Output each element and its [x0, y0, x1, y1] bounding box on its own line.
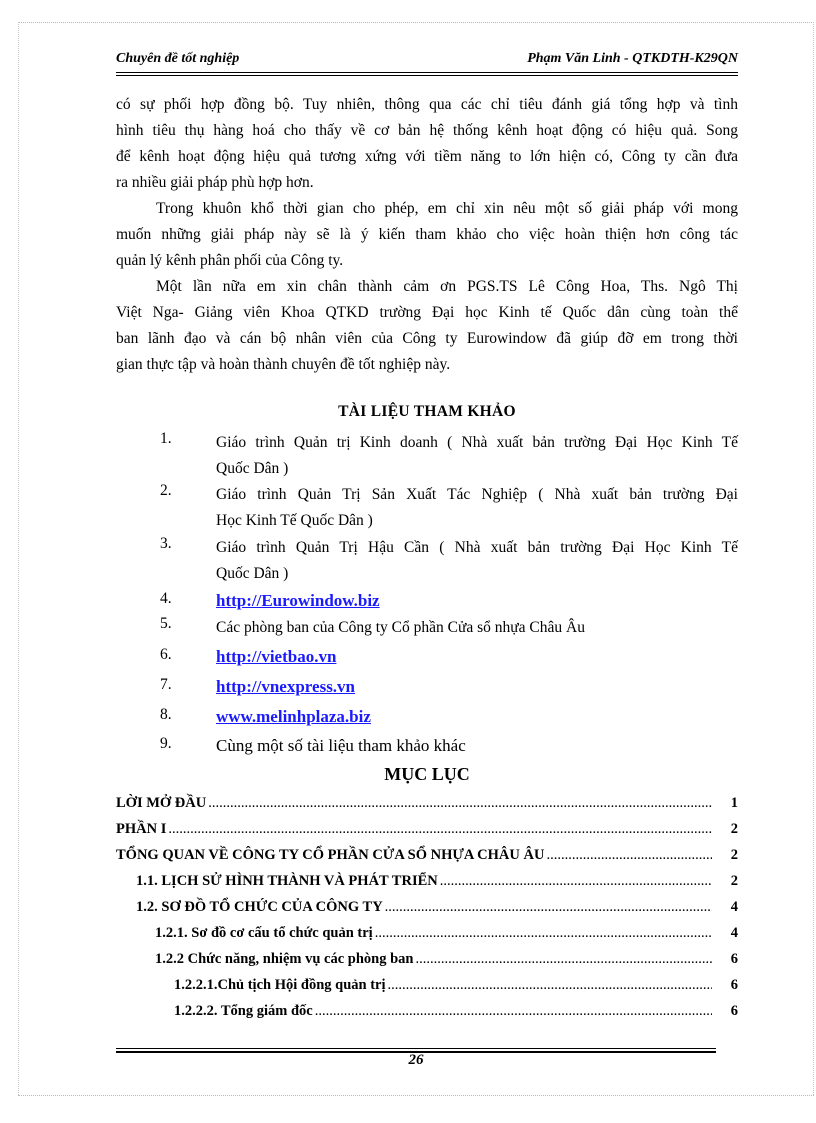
paragraph-line: ra nhiều giải pháp phù hợp hơn.	[116, 174, 314, 191]
reference-line: Quốc Dân )	[216, 460, 289, 477]
toc-title: MỤC LỤC	[384, 764, 470, 784]
toc-entry[interactable]	[136, 868, 738, 894]
reference-text	[216, 535, 738, 587]
toc-entry-text: LỜI MỞ ĐẦU	[116, 795, 207, 811]
toc-entry[interactable]	[116, 816, 738, 842]
header-left-text: Chuyên đề tốt nghiệp	[116, 51, 240, 66]
toc-entry[interactable]	[155, 946, 738, 972]
page-border-top	[18, 22, 814, 23]
toc-entry[interactable]	[174, 972, 738, 998]
reference-text	[216, 644, 738, 671]
toc-entry-text: 1.2.1. Sơ đồ cơ cấu tổ chức quản trị	[155, 925, 373, 941]
reference-line: Giáo trình Quản trị Kinh doanh ( Nhà xuất bản trường Đại Học Kinh Tế	[216, 434, 738, 451]
page-header	[116, 48, 738, 72]
reference-line: Giáo trình Quản Trị Sản Xuất Tác Nghiệp ( Nhà xuất bản trường Đại	[216, 486, 738, 503]
paragraph-line: gian thực tập và hoàn thành chuyên đề tốt nghiệp này.	[116, 356, 451, 373]
page-border-bottom	[18, 1095, 814, 1096]
toc-entry-page: 1	[730, 795, 738, 811]
toc-leader-dots	[440, 868, 712, 894]
toc-entry[interactable]	[116, 790, 738, 816]
paragraph-line: quản lý kênh phân phối của Công ty.	[116, 252, 344, 269]
paragraph-line: có sự phối hợp đồng bộ. Tuy nhiên, thông qua các chỉ tiêu đánh giá tổng hợp và tình	[116, 96, 738, 113]
reference-text	[216, 430, 738, 482]
toc-leader-dots	[415, 946, 712, 972]
paragraph-line: ban lãnh đạo và cán bộ nhân viên của Công ty Eurowindow đã giúp đỡ em trong thời	[116, 330, 738, 347]
toc-leader-dots	[168, 816, 712, 842]
reference-link-eurowindow[interactable]: http://Eurowindow.biz	[216, 591, 380, 610]
toc-entry[interactable]	[136, 894, 738, 920]
toc-entry-text: TỔNG QUAN VỀ CÔNG TY CỔ PHẦN CỬA SỔ NHỰA CHÂU ÂU	[116, 847, 545, 863]
toc-leader-dots	[315, 998, 712, 1024]
header-rule-double	[116, 75, 738, 76]
toc-entry-page: 2	[730, 847, 738, 863]
body-paragraph-2	[116, 196, 738, 274]
reference-text: Các phòng ban của Công ty Cổ phần Cửa sổ nhựa Châu Âu	[216, 619, 585, 636]
toc-leader-dots	[385, 894, 712, 920]
toc-entry[interactable]	[155, 920, 738, 946]
page-border-left	[18, 22, 19, 1095]
body-paragraph-3	[116, 274, 738, 378]
paragraph-line: hình tiêu thụ hàng hoá cho thấy về cơ bản hệ thống kênh hoạt động có hiệu quả. Song	[116, 122, 738, 139]
reference-number: 2.	[160, 482, 172, 499]
reference-line: Quốc Dân )	[216, 565, 289, 582]
toc-entry-text: PHẦN I	[116, 821, 167, 837]
reference-number: 7.	[160, 676, 172, 693]
toc-entry-page: 4	[730, 925, 738, 941]
footer-rule	[116, 1048, 716, 1049]
reference-number: 4.	[160, 590, 172, 607]
toc-entry-text: 1.2.2 Chức năng, nhiệm vụ các phòng ban	[155, 951, 414, 967]
reference-number: 6.	[160, 646, 172, 663]
page-border-right	[813, 22, 814, 1095]
toc-entry-page: 4	[730, 899, 738, 915]
reference-link-melinhplaza[interactable]: www.melinhplaza.biz	[216, 707, 371, 726]
header-right-text: Phạm Văn Linh - QTKDTH-K29QN	[527, 51, 738, 66]
paragraph-line: muốn những giải pháp này sẽ là ý kiến tham khảo cho việc hoàn thiện hơn công tác	[116, 226, 738, 243]
reference-line: Giáo trình Quản Trị Hậu Cần ( Nhà xuất bản trường Đại Học Kinh Tế	[216, 539, 738, 556]
reference-text	[216, 704, 738, 731]
reference-number: 8.	[160, 706, 172, 723]
reference-text	[216, 482, 738, 534]
page-number: 26	[408, 1052, 424, 1068]
reference-line: Học Kinh Tế Quốc Dân )	[216, 512, 373, 529]
reference-text: Cùng một số tài liệu tham khảo khác	[216, 736, 466, 755]
reference-number: 1.	[160, 430, 172, 447]
references-title: TÀI LIỆU THAM KHẢO	[338, 403, 516, 420]
reference-link-vietbao[interactable]: http://vietbao.vn	[216, 647, 337, 666]
reference-number: 9.	[160, 735, 172, 752]
toc-entry-page: 6	[730, 977, 738, 993]
toc-entry-text: 1.2.2.2. Tổng giám đốc	[174, 1003, 313, 1019]
paragraph-line: Trong khuôn khổ thời gian cho phép, em chỉ xin nêu một số giải pháp với mong	[156, 200, 738, 217]
reference-number: 3.	[160, 535, 172, 552]
header-rule	[116, 72, 738, 73]
toc-entry-page: 2	[730, 873, 738, 889]
toc-entry-page: 6	[730, 1003, 738, 1019]
paragraph-line: Một lần nữa em xin chân thành cảm ơn PGS.TS Lê Công Hoa, Ths. Ngô Thị	[156, 278, 738, 295]
toc-entry-text: 1.2. SƠ ĐỒ TỔ CHỨC CỦA CÔNG TY	[136, 899, 383, 915]
paragraph-line: để kênh hoạt động hiệu quả tương xứng với tiềm năng to lớn hiện có, Công ty cần đưa	[116, 148, 738, 165]
toc-leader-dots	[546, 842, 712, 868]
toc-entry-page: 2	[730, 821, 738, 837]
toc-entry-page: 6	[730, 951, 738, 967]
toc-entry[interactable]	[174, 998, 738, 1024]
reference-text	[216, 674, 738, 701]
paragraph-line: Việt Nga- Giảng viên Khoa QTKD trường Đại học Kinh tế Quốc dân cùng toàn thể	[116, 304, 738, 321]
reference-text	[216, 588, 738, 615]
body-paragraph-1	[116, 92, 738, 196]
toc-entry-text: 1.2.2.1.Chủ tịch Hội đồng quản trị	[174, 977, 386, 993]
toc-leader-dots	[208, 790, 712, 816]
reference-link-vnexpress[interactable]: http://vnexpress.vn	[216, 677, 356, 696]
toc-leader-dots	[388, 972, 712, 998]
toc-entry-text: 1.1. LỊCH SỬ HÌNH THÀNH VÀ PHÁT TRIỂN	[136, 873, 438, 889]
toc-entry[interactable]	[116, 842, 738, 868]
toc-leader-dots	[375, 920, 712, 946]
reference-number: 5.	[160, 615, 172, 632]
